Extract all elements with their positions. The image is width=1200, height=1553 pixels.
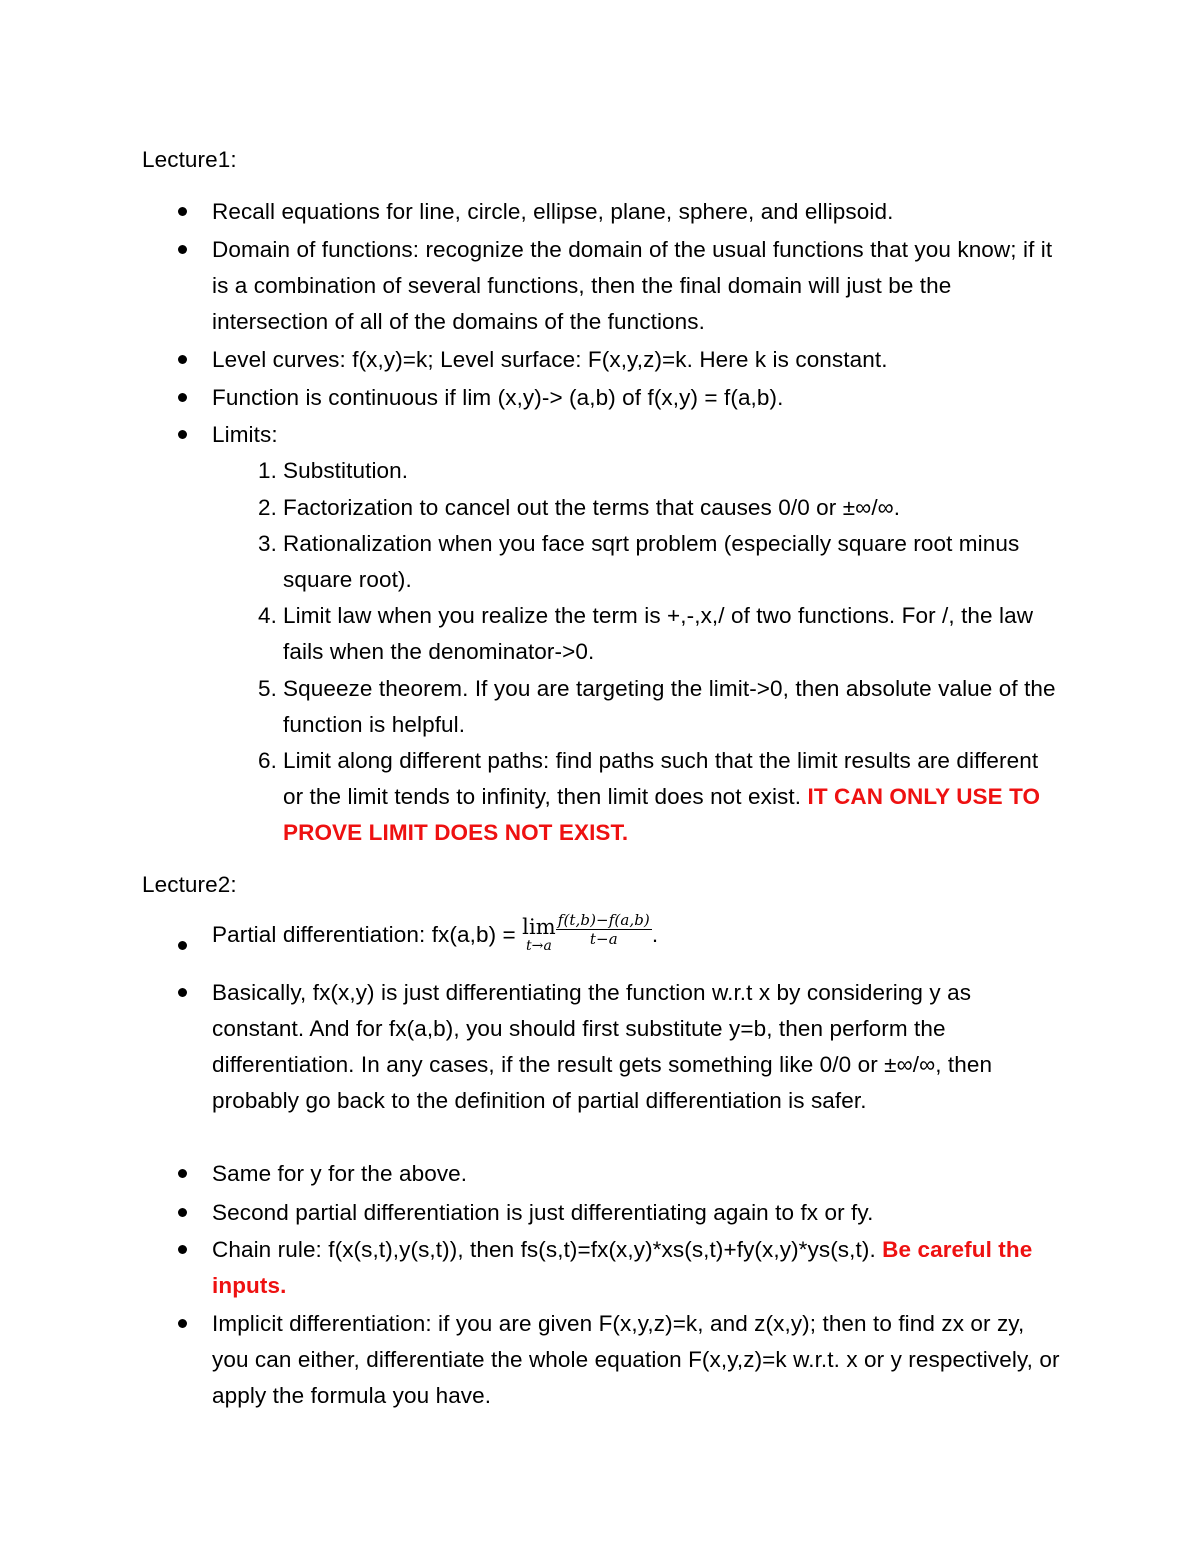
fraction-denominator: t−a: [589, 929, 618, 948]
lim-word: lim: [522, 915, 556, 940]
lecture1-bullet-equations: [212, 194, 1062, 230]
bullet-icon: [172, 928, 192, 964]
bullet-text: Same for y for the above.: [212, 1161, 468, 1186]
lecture2-bullet-chain-rule: [212, 1232, 1062, 1304]
bullet-icon: [172, 194, 192, 230]
bullet-icon: [172, 975, 192, 1011]
list-number: 5.: [258, 676, 277, 701]
limits-item-6: [258, 743, 1063, 851]
list-text: Factorization to cancel out the terms that causes 0/0 or ±∞/∞.: [283, 495, 901, 520]
lecture1-heading: Lecture1:: [142, 147, 237, 172]
bullet-text: Basically, fx(x,y) is just differentiating the function w.r.t x by considering y as constant. And for fx(a,b), you should first substitute y=b, then perform the differentiation. In any cases, if the result gets something like 0/0 or ±∞/∞, then probably go back to the definition of partial differentiation is safer.: [212, 980, 993, 1113]
lecture1-bullet-limits: [212, 417, 1062, 453]
bullet-icon: [172, 232, 192, 268]
limits-item-4: [258, 598, 1063, 670]
warning-text: Be careful the inputs.: [212, 1237, 1033, 1298]
bullet-icon: [172, 1306, 192, 1342]
bullet-icon: [172, 1232, 192, 1268]
bullet-icon: [172, 1195, 192, 1231]
bullet-text: Implicit differentiation: if you are given F(x,y,z)=k, and z(x,y); then to find zx or zy, you can either, differentiate the whole equation F(x,y,z)=k w.r.t. x or y respectively, or apply the formula you have.: [212, 1311, 1060, 1408]
list-text: Rationalization when you face sqrt problem (especially square root minus square root).: [283, 531, 1020, 592]
list-text: Substitution.: [283, 458, 409, 483]
bullet-text: Domain of functions: recognize the domain of the usual functions that you know; if it is a combination of several functions, then the final domain will just be the intersection of all of the domains of the functions.: [212, 237, 1053, 334]
lecture2-bullet-same-for-y: [212, 1156, 1062, 1192]
bullet-text: Function is continuous if lim (x,y)-> (a,b) of f(x,y) = f(a,b).: [212, 385, 784, 410]
lecture2-bullet-partial-definition: [212, 910, 1062, 976]
limits-item-1: [258, 453, 1063, 489]
fraction-numerator: f(t,b)−f(a,b): [557, 910, 650, 929]
list-text: Squeeze theorem. If you are targeting the limit->0, then absolute value of the function is helpful.: [283, 676, 1056, 737]
warning-text: IT CAN ONLY USE TO PROVE LIMIT DOES NOT EXIST.: [283, 784, 1041, 845]
bullet-icon: [172, 417, 192, 453]
list-number: 4.: [258, 603, 277, 628]
list-number: 6.: [258, 748, 277, 773]
lecture1-bullet-continuity: [212, 380, 1062, 416]
lecture2-heading: Lecture2:: [142, 872, 237, 897]
list-number: 2.: [258, 495, 277, 520]
list-text: Limit along different paths: find paths such that the limit results are different or the limit tends to infinity, then limit does not exist.: [283, 748, 1039, 809]
limit-operator: [522, 916, 556, 954]
lecture2-bullet-implicit: [212, 1306, 1062, 1414]
difference-quotient: [556, 911, 652, 948]
partial-suffix: .: [651, 922, 659, 948]
bullet-text: Limits:: [212, 422, 278, 447]
lecture1-bullet-level-curves: [212, 342, 1062, 378]
bullet-icon: [172, 380, 192, 416]
bullet-icon: [172, 342, 192, 378]
bullet-icon: [172, 1156, 192, 1192]
limits-item-3: [258, 526, 1063, 598]
bullet-text: Second partial differentiation is just differentiating again to fx or fy.: [212, 1200, 874, 1225]
list-text: Limit law when you realize the term is +,-,x,/ of two functions. For /, the law fails when the denominator->0.: [283, 603, 1034, 664]
bullet-text: Recall equations for line, circle, ellipse, plane, sphere, and ellipsoid.: [212, 199, 894, 224]
partial-prefix: Partial differentiation: fx(a,b) =: [212, 922, 516, 948]
limits-item-2: [258, 490, 1063, 526]
lecture2-bullet-basically: [212, 975, 1062, 1119]
list-number: 1.: [258, 458, 277, 483]
list-number: 3.: [258, 531, 277, 556]
limits-item-5: [258, 671, 1063, 743]
lecture1-bullet-domain: [212, 232, 1062, 340]
bullet-text: Chain rule: f(x(s,t),y(s,t)), then fs(s,t)=fx(x,y)*xs(s,t)+fy(x,y)*ys(s,t).: [212, 1237, 883, 1262]
bullet-text: Level curves: f(x,y)=k; Level surface: F(x,y,z)=k. Here k is constant.: [212, 347, 888, 372]
lim-subscript: t→a: [525, 938, 552, 955]
lecture2-bullet-second-partial: [212, 1195, 1062, 1231]
